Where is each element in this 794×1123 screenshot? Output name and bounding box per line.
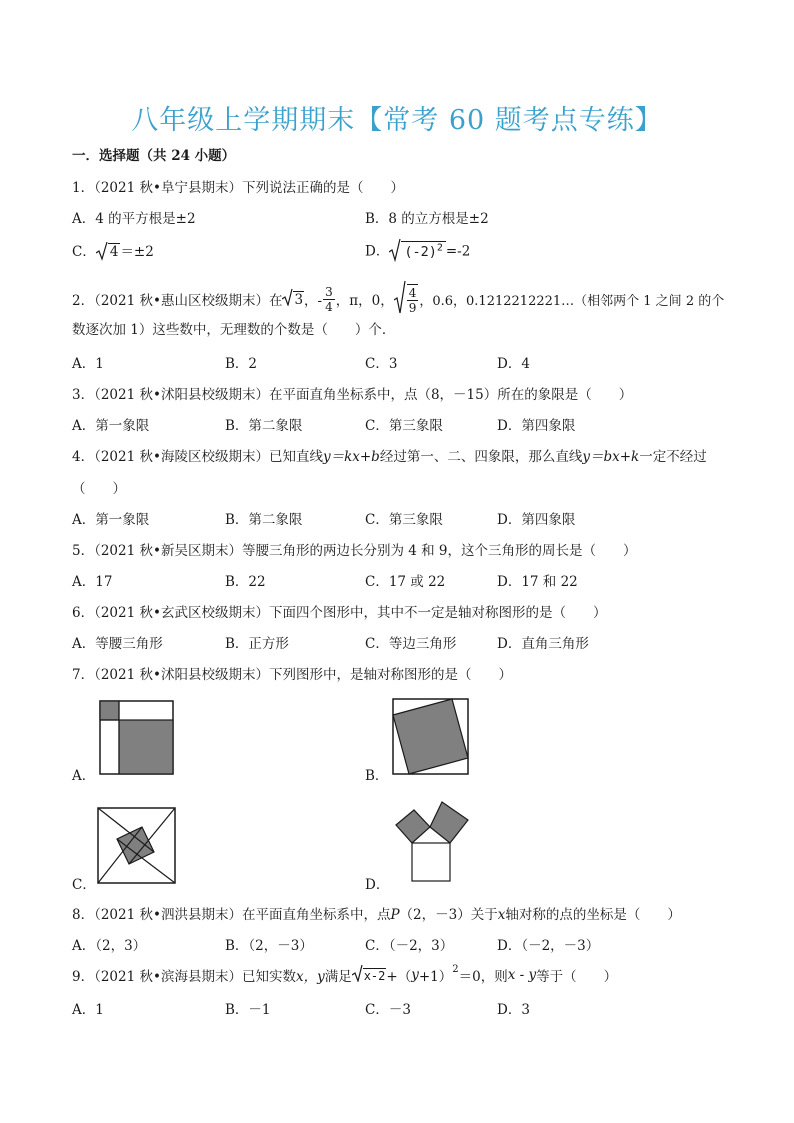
page-title: 八年级上学期期末【常考 60 题考点专练】 xyxy=(131,105,663,136)
q1-option-d-tail: =-2 xyxy=(445,243,471,260)
q9-vars: x，y xyxy=(295,969,325,985)
q5-option-c: C．17 或 22 xyxy=(365,574,446,590)
q7-option-c-label: C． xyxy=(72,877,96,893)
sqrt-symbol xyxy=(394,280,406,318)
q1-option-c-radicand: 4 xyxy=(109,244,119,260)
q2-middle: ，π，0， xyxy=(335,293,394,309)
q4-pre: 4．（2021 秋•海陵区校级期末）已知直线 xyxy=(72,449,323,465)
q9-var-y: y xyxy=(411,967,419,983)
q8-option-d: D．（－2，－3） xyxy=(497,938,600,954)
sqrt-symbol xyxy=(389,238,401,266)
q4-stem xyxy=(72,445,707,465)
q9-equals: ＝0，则 xyxy=(458,969,508,985)
q2-radical-numerator: 4 xyxy=(408,285,417,300)
q4-equation-2: y＝bx+k xyxy=(582,449,640,465)
q4-option-d: D．第四象限 xyxy=(497,512,576,528)
q8-post: 轴对称的点的坐标是（ ） xyxy=(505,907,681,923)
q7-figure-d xyxy=(392,800,472,884)
sqrt-symbol xyxy=(96,241,108,265)
q7-option-d-label: D． xyxy=(365,877,390,893)
q5-option-b: B．22 xyxy=(225,574,266,590)
q2-option-c: C．3 xyxy=(365,356,398,372)
q8-axis-x: x xyxy=(497,907,506,923)
q2-tail: ，0.6，0.1212212221…（相邻两个 1 之间 2 的个 xyxy=(419,293,725,309)
q7-figure-a xyxy=(99,700,175,776)
q4-stem-line2: （ ） xyxy=(72,481,126,497)
q7-option-b-label: B． xyxy=(365,768,389,784)
q4-option-b: B．第二象限 xyxy=(225,512,303,528)
q2-option-a: A．1 xyxy=(72,356,104,372)
q1-option-c-tail: ＝±2 xyxy=(120,244,154,260)
q1-option-c xyxy=(72,240,154,265)
q6-option-a: A．等腰三角形 xyxy=(72,636,163,652)
q8-point-p: P xyxy=(390,907,400,923)
q1-option-d-label: D． xyxy=(365,243,390,260)
q9-expression: x - y xyxy=(507,967,537,983)
q2-radicand-3: 3 xyxy=(294,291,304,308)
q2-radical-denominator: 9 xyxy=(408,300,417,315)
q3-option-a: A．第一象限 xyxy=(72,418,150,434)
q2-fraction-denominator: 4 xyxy=(325,299,333,314)
q8-middle: （2，－3）关于 xyxy=(399,907,498,923)
q9-post: 等于（ ） xyxy=(536,969,618,985)
q1-option-d-base: (-2) xyxy=(404,243,437,260)
q2-option-d: D．4 xyxy=(497,356,530,372)
q3-option-b: B．第二象限 xyxy=(225,418,303,434)
sqrt-symbol xyxy=(352,964,363,986)
q9-option-b: B．－1 xyxy=(225,1002,271,1018)
q4-option-c: C．第三象限 xyxy=(365,512,443,528)
q8-option-a: A．（2，3） xyxy=(72,938,147,954)
q1-option-d-radicand xyxy=(401,241,446,260)
q2-fraction-numerator: 3 xyxy=(325,284,333,299)
q7-figure-b xyxy=(392,698,470,776)
q9-option-d: D．3 xyxy=(497,1002,530,1018)
q9-middle: 满足 xyxy=(324,969,352,985)
q7-stem: 7．（2021 秋•沭阳县校级期末）下列图形中，是轴对称图形的是（ ） xyxy=(72,667,512,683)
q1-option-b: B．8 的立方根是±2 xyxy=(365,211,489,227)
q2-stem-line2: 数逐次加 1）这些数中，无理数的个数是（ ）个． xyxy=(72,322,396,338)
q2-option-b: B．2 xyxy=(225,356,258,372)
q2-prefix: 2．（2021 秋•惠山区校级期末）在 xyxy=(72,293,283,309)
sqrt-symbol xyxy=(282,288,293,310)
q5-option-a: A．17 xyxy=(72,574,113,590)
q4-middle: 经过第一、二、四象限，那么直线 xyxy=(379,449,583,465)
q1-stem: 1．（2021 秋•阜宁县期末）下列说法正确的是（ ） xyxy=(72,180,404,196)
q7-figure-c xyxy=(97,807,177,885)
q3-option-c: C．第三象限 xyxy=(365,418,443,434)
q9-close: +1） xyxy=(418,969,453,985)
q2-separator: ，- xyxy=(304,293,323,309)
q8-pre: 8．（2021 秋•泗洪县期末）在平面直角坐标系中，点 xyxy=(72,907,391,923)
q8-option-b: B．（2，－3） xyxy=(225,938,313,954)
q9-exponent: 2 xyxy=(452,964,459,975)
q8-option-c: C．（－2，3） xyxy=(365,938,454,954)
q5-option-d: D．17 和 22 xyxy=(497,574,578,590)
q6-option-c: C．等边三角形 xyxy=(365,636,457,652)
q9-pre: 9．（2021 秋•滨海县期末）已知实数 xyxy=(72,969,296,985)
q9-option-c: C．－3 xyxy=(365,1002,411,1018)
q5-stem: 5．（2021 秋•新吴区期末）等腰三角形的两边长分别为 4 和 9，这个三角形的周长是（ ） xyxy=(72,543,637,559)
q9-radicand: x-2 xyxy=(363,968,386,983)
q4-post: 一定不经过 xyxy=(639,449,707,465)
q7-option-a-label: A． xyxy=(72,768,96,784)
q2-stem xyxy=(72,280,724,318)
q2-radical-fraction xyxy=(407,284,419,315)
q6-stem: 6．（2021 秋•玄武区校级期末）下面四个图形中，其中不一定是轴对称图形的是（ ） xyxy=(72,605,607,621)
q3-option-d: D．第四象限 xyxy=(497,418,576,434)
q1-option-d-exponent: 2 xyxy=(436,242,443,253)
q8-stem xyxy=(72,903,681,923)
section-heading: 一．选择题（共 24 小题） xyxy=(72,148,236,164)
q1-option-a: A．4 的平方根是±2 xyxy=(72,211,196,227)
q4-option-a: A．第一象限 xyxy=(72,512,150,528)
q1-option-d xyxy=(365,238,470,266)
q9-stem xyxy=(72,964,617,986)
q9-plus: +（ xyxy=(386,969,412,985)
q6-option-d: D．直角三角形 xyxy=(497,636,589,652)
q1-option-c-label: C． xyxy=(72,244,96,260)
q9-option-a: A．1 xyxy=(72,1002,104,1018)
q2-fraction xyxy=(323,285,335,314)
q6-option-b: B．正方形 xyxy=(225,636,289,652)
q4-equation-1: y＝kx+b xyxy=(322,449,380,465)
q3-stem: 3．（2021 秋•沭阳县校级期末）在平面直角坐标系中，点（8，－15）所在的象限是（ ） xyxy=(72,387,633,403)
